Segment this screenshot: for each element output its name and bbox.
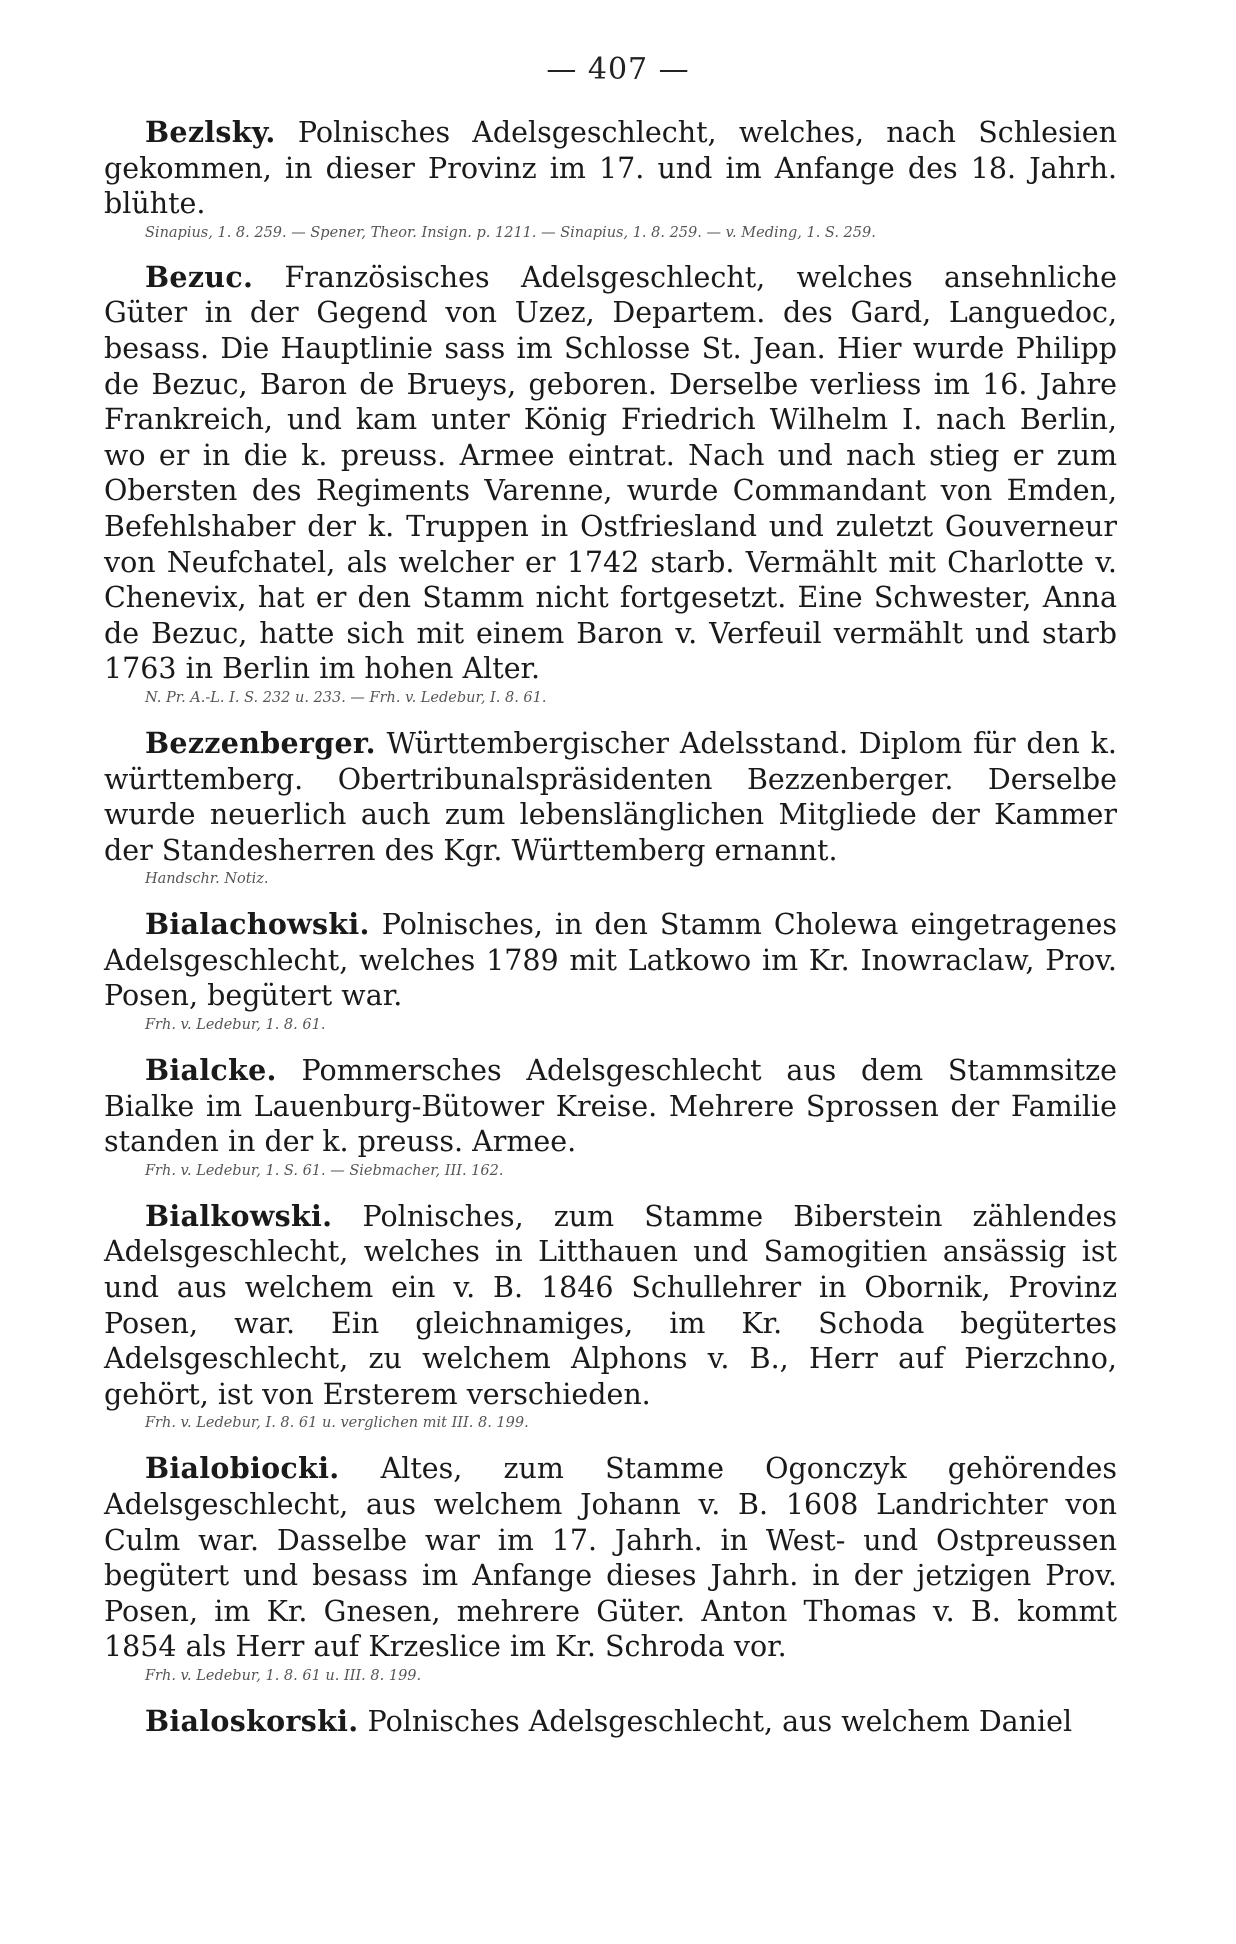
entry-source: Frh. v. Ledebur, I. 8. 61 u. verglichen mit III. 8. 199.: [145, 1415, 529, 1432]
entry-headword: Bialoskorski.: [145, 1703, 359, 1738]
entry-headword: Bezlsky.: [145, 115, 276, 149]
entry-description: Polnisches, zum Stamme Biberstein zählendes Adelsgeschlecht, welches in Litthauen und Samogitien ansässig ist und aus welchem ein v. B. 1846 Schullehrer in Obornik, Provinz Posen, war. Ein gleichnamiges, im Kr. Schoda begütertes Adelsgeschlecht, zu welchem Alphons v. B., Herr auf Pierzchno, gehört, ist von Ersterem verschieden.: [104, 1199, 1117, 1411]
entry-headword: Bialcke.: [145, 1053, 277, 1088]
entry-source: Frh. v. Ledebur, 1. 8. 61 u. III. 8. 199.: [145, 1667, 422, 1684]
entry-description: Pommersches Adelsgeschlecht aus dem Stammsitze Bialke im Lauenburg-Bütower Kreise. Mehrere Sprossen der Familie standen in der k. preuss. Armee.: [104, 1054, 1117, 1159]
page-number: — 407 —: [546, 52, 690, 87]
entries-column: [104, 115, 1117, 1740]
entry-body: [104, 726, 1117, 868]
entry-description: Altes, zum Stamme Ogonczyk gehörendes Adelsgeschlecht, aus welchem Johann v. B. 1608 Landrichter von Culm war. Dasselbe war im 17. Jahrh. in West- und Ostpreussen begütert und besass im Anfange dieses Jahrh. in der jetzigen Prov. Posen, im Kr. Gnesen, mehrere Güter. Anton Thomas v. B. kommt 1854 als Herr auf Krzeslice im Kr. Schroda vor.: [104, 1452, 1117, 1664]
entry-source: Frh. v. Ledebur, 1. S. 61. — Siebmacher, III. 162.: [145, 1162, 504, 1179]
entry-source: Frh. v. Ledebur, 1. 8. 61.: [145, 1017, 326, 1034]
entry-source: Handschr. Notiz.: [145, 871, 269, 888]
entry-description: Polnisches, in den Stamm Cholewa eingetragenes Adelsgeschlecht, welches 1789 mit Latkowo im Kr. Inowraclaw, Prov. Posen, begütert war.: [104, 908, 1117, 1013]
entry-headword: Bialachowski.: [145, 907, 370, 942]
entry-body: [104, 1704, 1117, 1740]
entry-bialachowski: [104, 907, 1117, 1035]
entry-headword: Bezuc.: [145, 259, 254, 294]
entry-description: Polnisches Adelsgeschlecht, aus welchem Daniel: [367, 1704, 1073, 1738]
entry-description: Polnisches Adelsgeschlecht, welches, nach Schlesien gekommen, in dieser Provinz im 17. und im Anfange des 18. Jahrh. blühte.: [104, 116, 1117, 221]
entry-bezuc: [104, 260, 1117, 708]
entry-body: [104, 907, 1117, 1014]
entry-bialobiocki: [104, 1451, 1117, 1686]
entry-bezzenberger: [104, 726, 1117, 889]
entry-headword: Bezzenberger.: [145, 725, 376, 760]
entry-bialoskorski: [104, 1704, 1117, 1740]
entry-body: [104, 1451, 1117, 1665]
entry-source: Sinapius, 1. 8. 259. — Spener, Theor. Insign. p. 1211. — Sinapius, 1. 8. 259. — v. Meding, 1. S. 259.: [145, 224, 876, 241]
entry-source: N. Pr. A.-L. I. S. 232 u. 233. — Frh. v. Ledebur, I. 8. 61.: [145, 689, 547, 706]
entry-body: [104, 115, 1117, 222]
entry-headword: Bialobiocki.: [145, 1451, 340, 1486]
entry-body: [104, 1199, 1117, 1413]
entry-bialkowski: [104, 1199, 1117, 1434]
entry-bezlsky: [104, 115, 1117, 243]
entry-body: [104, 1053, 1117, 1160]
entry-description: Französisches Adelsgeschlecht, welches ansehnliche Güter in der Gegend von Uzez, Departem. des Gard, Languedoc, besass. Die Hauptlinie sass im Schlosse St. Jean. Hier wurde Philipp de Bezuc, Baron de Brueys, geboren. Derselbe verliess im 16. Jahre Frankreich, und kam unter König Friedrich Wilhelm I. nach Berlin, wo er in die k. preuss. Armee eintrat. Nach und nach stieg er zum Obersten des Regiments Varenne, wurde Commandant von Emden, Befehlshaber der k. Truppen in Ostfriesland und zuletzt Gouverneur von Neufchatel, als welcher er 1742 starb. Vermählt mit Charlotte v. Chenevix, hat er den Stamm nicht fortgesetzt. Eine Schwester, Anna de Bezuc, hatte sich mit einem Baron v. Verfeuil vermählt und starb 1763 in Berlin im hohen Alter.: [104, 260, 1118, 686]
entry-headword: Bialkowski.: [145, 1198, 333, 1233]
entry-bialcke: [104, 1053, 1117, 1181]
entry-description: Württembergischer Adelsstand. Diplom für den k. württemberg. Obertribunalspräsidenten Bezzenberger. Derselbe wurde neuerlich auch zum lebenslänglichen Mitgliede der Kammer der Standesherren des Kgr. Württemberg ernannt.: [104, 726, 1117, 867]
entry-body: [104, 260, 1117, 687]
